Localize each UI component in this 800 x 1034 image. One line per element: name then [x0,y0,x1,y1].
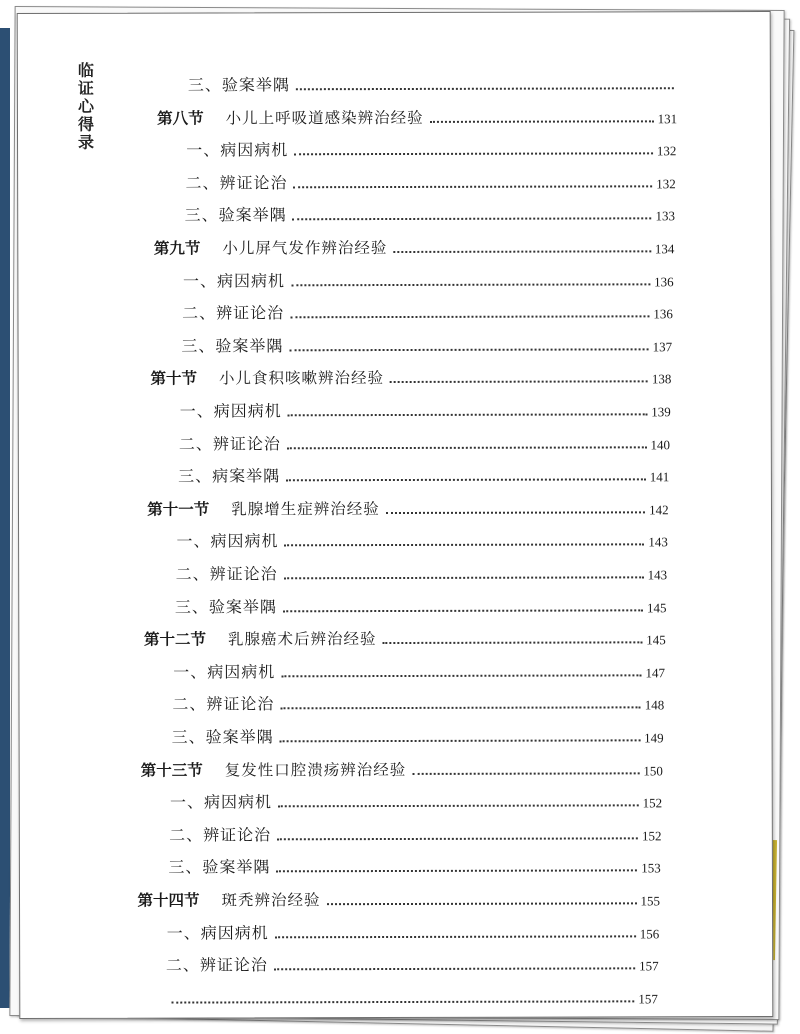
page-number: 152 [641,828,662,844]
section-title: 小儿屏气发作辨治经验 [222,239,388,258]
page-number: 133 [655,208,676,224]
toc-item-row [175,586,667,617]
section-number: 第十三节 [140,761,203,780]
page-number: 145 [646,632,666,648]
section-number: 第十节 [150,369,198,389]
page-number: 140 [650,436,671,452]
item-label: 一、病因病机 [166,922,269,943]
page-number: 132 [656,176,676,192]
dot-leader [291,283,650,286]
page-number: 148 [644,697,665,713]
toc-item-row [167,912,660,943]
toc-page [17,11,774,1019]
dot-leader [284,576,644,579]
section-number: 第十二节 [143,630,207,649]
dot-leader [276,870,637,873]
dot-leader [386,511,645,514]
section-title: 小儿上呼吸道感染辨治经验 [225,108,424,128]
dot-leader [287,446,647,449]
section-title: 斑秃辨治经验 [221,891,321,910]
item-label: 一、病因病机 [186,140,289,160]
item-label: 二、辨证论治 [165,955,268,975]
item-label: 三、病案举隅 [178,466,281,486]
dot-leader [284,544,644,547]
page-number: 136 [654,273,674,289]
page-number: 150 [643,762,663,778]
section-title: 小儿食积咳嗽辨治经验 [219,369,385,388]
section-number: 第八节 [157,109,204,128]
page-number: 152 [642,795,663,811]
section-title: 乳腺增生症辨治经验 [231,499,380,519]
toc-section-row [137,879,660,910]
page-number: 155 [640,893,661,909]
dot-leader [171,1000,634,1003]
dot-leader [280,707,640,710]
item-label: 一、病因病机 [176,531,279,551]
dot-leader [275,935,636,938]
toc-section-row [147,488,668,519]
dot-leader [274,968,635,971]
section-number: 第九节 [153,239,201,258]
page-number: 137 [652,339,673,355]
dot-leader [430,120,654,123]
page-number: 145 [646,599,667,615]
toc-section-row [150,358,671,389]
toc-item-row [170,781,662,812]
toc-item-row [179,423,670,454]
toc-item-row [188,64,678,95]
dot-leader [289,348,648,351]
toc-item-row [185,195,675,226]
dot-leader [290,316,649,319]
dot-leader [277,837,638,840]
toc-item-row [180,390,671,421]
item-label: 三、验案举隅 [174,596,277,617]
dot-leader [412,772,639,775]
toc-item-row [185,162,675,193]
page-number: 143 [647,567,668,583]
toc-item-row [168,847,660,878]
toc-item-row [172,684,664,715]
page-number: 139 [651,404,671,420]
item-label: 二、辨证论治 [169,825,272,845]
toc-item-row [176,553,668,584]
item-label: 二、辨证论治 [185,173,288,193]
dot-leader [296,87,674,90]
running-head: 临证心得录 [77,60,96,152]
page-number: 131 [657,110,678,126]
item-label: 二、辨证论治 [172,694,275,714]
dot-leader [293,185,652,188]
toc-item-row [173,651,665,682]
item-label: 一、病因病机 [169,792,272,812]
page-number: 156 [639,925,660,941]
toc-item-row [186,129,676,160]
page-number: 142 [649,502,669,518]
toc-section-row [154,227,675,258]
item-label: 二、辨证论治 [182,303,285,323]
page-number: 147 [645,665,666,681]
toc-item-row [165,977,658,1008]
item-label: 一、病因病机 [179,401,282,421]
dot-leader [293,218,652,221]
item-label: 二、辨证论治 [175,564,278,584]
dot-leader [278,805,639,808]
page-number: 157 [638,991,658,1007]
section-number: 第十四节 [137,891,200,910]
dot-leader [288,413,647,416]
dot-leader [383,642,643,645]
toc-section-row [141,749,663,780]
item-label: 二、辨证论治 [178,433,281,454]
toc-item-row [182,292,673,323]
table-of-contents [18,12,773,1018]
item-label: 三、验案举隅 [181,336,284,356]
section-title: 复发性口腔溃疡辨治经验 [224,760,407,780]
page-number: 134 [654,241,675,257]
toc-section-row [157,97,677,128]
toc-item-row [183,260,674,291]
toc-item-row [176,521,667,552]
toc-item-row [178,455,669,486]
toc-item-row [172,716,664,747]
item-label: 三、验案举隅 [171,727,274,747]
dot-leader [390,381,648,384]
page-number: 149 [644,730,664,746]
item-label: 一、病因病机 [173,662,276,682]
toc-item-row [181,325,672,356]
dot-leader [283,609,643,612]
dot-leader [281,674,641,677]
page-number: 153 [641,860,661,876]
toc-section-row [144,618,666,649]
dot-leader [280,739,640,742]
dot-leader [327,902,637,905]
dot-leader [393,250,650,253]
item-label: 三、验案举隅 [187,75,290,95]
section-number: 第十一节 [147,500,210,519]
page-number: 157 [639,958,659,974]
page-number: 141 [649,469,670,485]
item-label: 三、验案举隅 [168,857,271,877]
page-number: 136 [653,306,673,322]
page-number: 138 [651,371,672,387]
dot-leader [286,479,646,482]
dot-leader [294,153,653,156]
page-number: 143 [648,534,668,550]
item-label: 一、病因病机 [182,270,286,291]
section-title: 乳腺癌术后辨治经验 [228,630,377,649]
toc-item-row [166,944,659,975]
toc-item-row [169,814,661,845]
item-label: 三、验案举隅 [184,205,287,225]
page-number: 132 [656,143,677,159]
